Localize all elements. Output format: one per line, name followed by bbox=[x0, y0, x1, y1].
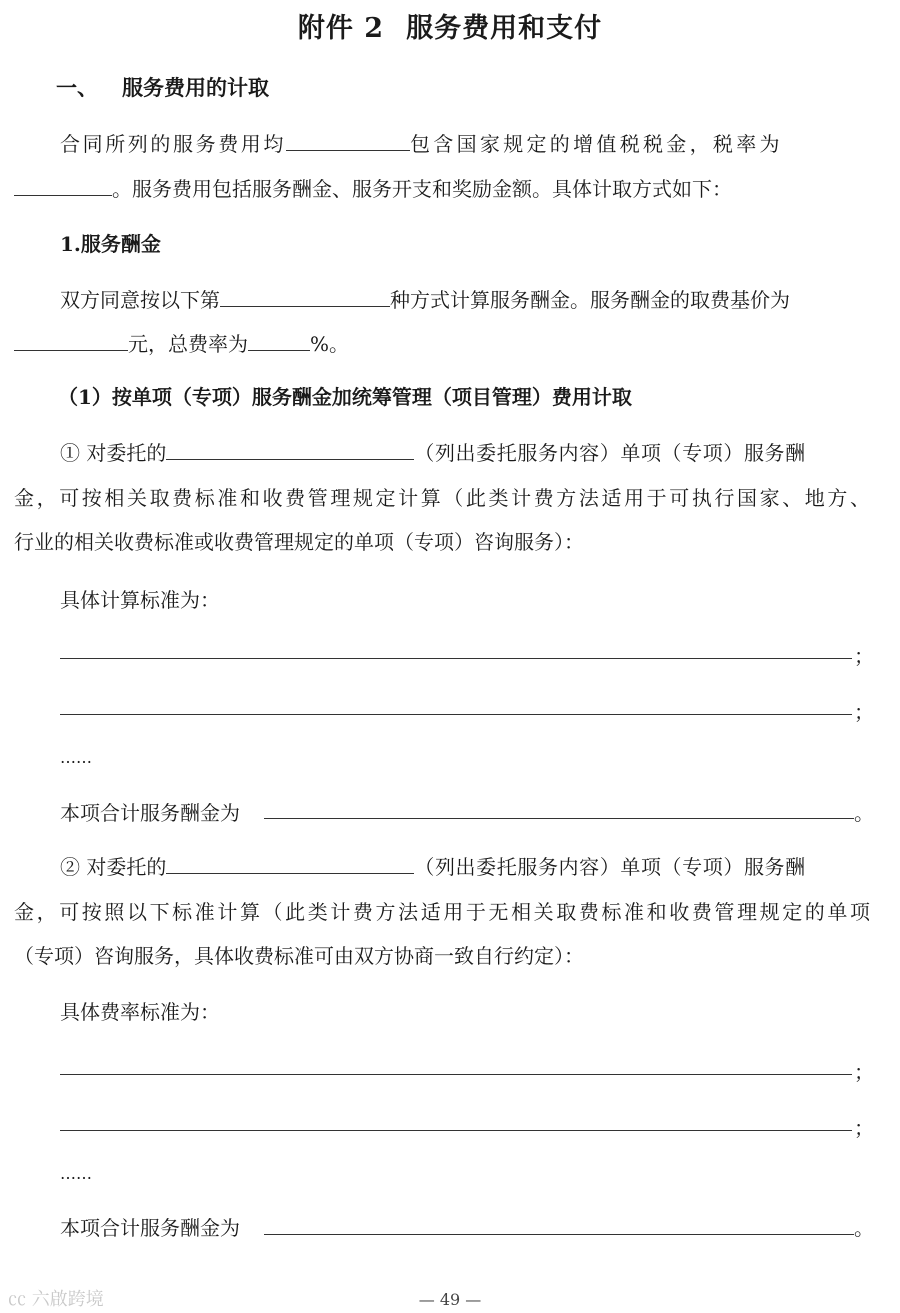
item2-text-b: （列出委托服务内容）单项（专项）服务酬 bbox=[414, 855, 806, 879]
subsection-heading-fees: 1.服务酬金 bbox=[60, 232, 161, 256]
item2-line2 bbox=[14, 896, 870, 925]
title-prefix: 附件 2 bbox=[297, 13, 385, 44]
item2-text-a: ② 对委托的 bbox=[60, 855, 167, 879]
para2-line1 bbox=[60, 284, 790, 313]
item1-semicolon-1: ； bbox=[854, 644, 874, 668]
item1-standard-line-1[interactable] bbox=[60, 658, 852, 659]
section-number: 一、 bbox=[56, 75, 98, 100]
method-number-blank[interactable] bbox=[220, 285, 390, 307]
vat-inclusion-blank[interactable] bbox=[286, 129, 410, 151]
item2-line3: （专项）咨询服务，具体收费标准可由双方协商一致自行约定）： bbox=[14, 944, 584, 968]
tax-rate-blank[interactable] bbox=[14, 174, 112, 196]
para2-text-b: 种方式计算服务酬金。服务酬金的取费基价为 bbox=[390, 288, 790, 312]
item1-semicolon-2: ； bbox=[854, 700, 874, 724]
item1-line2 bbox=[14, 482, 870, 511]
item1-line1 bbox=[60, 437, 806, 466]
item2-total-label: 本项合计服务酬金为 bbox=[60, 1216, 240, 1240]
item2-standard-line-2[interactable] bbox=[60, 1130, 852, 1131]
total-rate-blank[interactable] bbox=[248, 329, 310, 351]
item1-total-line[interactable] bbox=[264, 818, 854, 819]
item1-service-blank[interactable] bbox=[166, 438, 414, 460]
section-heading bbox=[56, 72, 269, 102]
para1-text-a: 合同所列的服务费用均 bbox=[60, 132, 286, 156]
base-price-blank[interactable] bbox=[14, 329, 128, 351]
item2-standard-line-1[interactable] bbox=[60, 1074, 852, 1075]
para1-text-b: 包含国家规定的增值税税金，税率为 bbox=[410, 132, 783, 156]
item1-text-b: （列出委托服务内容）单项（专项）服务酬 bbox=[414, 441, 806, 465]
item1-total-label: 本项合计服务酬金为 bbox=[60, 801, 240, 825]
item2-text-line2: 金，可按照以下标准计算（此类计费方法适用于无相关取费标准和收费管理规定的单项 bbox=[14, 900, 870, 924]
para1-line2 bbox=[14, 173, 732, 202]
para2-text-a: 双方同意按以下第 bbox=[60, 288, 220, 312]
item2-total-end: 。 bbox=[854, 1216, 874, 1240]
item1-text-line2: 金，可按相关取费标准和收费管理规定计算（此类计费方法适用于可执行国家、地方、 bbox=[14, 486, 870, 510]
item2-ellipsis: …… bbox=[60, 1164, 92, 1183]
item1-total-end: 。 bbox=[854, 801, 874, 825]
item2-service-blank[interactable] bbox=[166, 852, 414, 874]
para2-line2 bbox=[14, 328, 349, 357]
watermark bbox=[8, 1285, 104, 1311]
para1-line1 bbox=[60, 128, 783, 157]
item2-semicolon-2: ； bbox=[854, 1116, 874, 1140]
para2-text-c: 元，总费率为 bbox=[128, 332, 248, 356]
item2-semicolon-1: ； bbox=[854, 1060, 874, 1084]
title-main: 服务费用和支付 bbox=[406, 13, 603, 44]
para2-text-d: %。 bbox=[310, 332, 350, 356]
item1-standard-label: 具体计算标准为： bbox=[60, 588, 220, 612]
watermark-text: 六啟跨境 bbox=[31, 1289, 104, 1310]
item2-standard-label: 具体费率标准为： bbox=[60, 1000, 220, 1024]
watermark-logo-icon: ㏄ bbox=[8, 1289, 26, 1310]
item1-ellipsis: …… bbox=[60, 748, 92, 767]
section-title: 服务费用的计取 bbox=[122, 75, 269, 100]
item1-standard-line-2[interactable] bbox=[60, 714, 852, 715]
page-title bbox=[0, 6, 900, 45]
page-number: — 49 — bbox=[418, 1290, 482, 1309]
para1-text-c: 。服务费用包括服务酬金、服务开支和奖励金额。具体计取方式如下： bbox=[112, 177, 732, 201]
item1-line3: 行业的相关收费标准或收费管理规定的单项（专项）咨询服务）： bbox=[14, 530, 584, 554]
item2-line1 bbox=[60, 851, 806, 880]
item1-text-a: ① 对委托的 bbox=[60, 441, 167, 465]
item2-total-line[interactable] bbox=[264, 1234, 854, 1235]
subsection-heading-method1: （1）按单项（专项）服务酬金加统筹管理（项目管理）费用计取 bbox=[58, 385, 632, 409]
